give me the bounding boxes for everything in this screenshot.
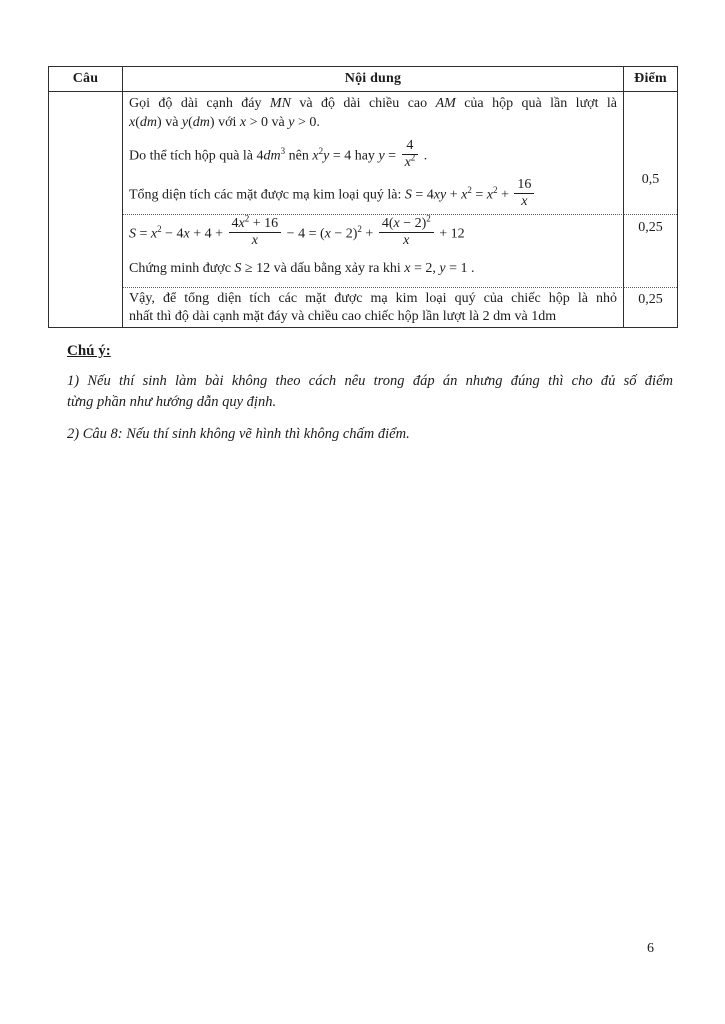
superscript: 2	[244, 214, 250, 224]
math-run: x	[404, 155, 411, 170]
notes-title: Chú ý:	[67, 343, 111, 359]
math-run: AM	[435, 96, 456, 111]
table-header-diem	[624, 67, 677, 92]
math-run: x	[238, 216, 245, 231]
content-line	[129, 113, 617, 132]
math-run: x	[461, 187, 468, 203]
math-run: dm	[263, 148, 281, 164]
table-cell-score-row3	[624, 287, 677, 327]
text-run: nên	[285, 148, 313, 164]
math-run: =	[384, 148, 400, 164]
content-line	[129, 259, 617, 278]
math-run: − 4 = (	[283, 226, 325, 242]
math-run: +	[497, 187, 513, 203]
text-run: và dấu bằng xảy ra khi	[270, 261, 405, 276]
math-run: x	[183, 226, 190, 242]
note-line: 2) Câu 8: Nếu thí sinh không vẽ hình thì không chấm điểm.	[67, 426, 410, 442]
table-cell-content-row3	[123, 287, 624, 327]
superscript: 2	[157, 224, 162, 235]
math-run: x	[312, 148, 319, 164]
math-run: x	[129, 115, 136, 130]
math-run: = 1	[445, 261, 468, 276]
math-run: x	[521, 194, 528, 209]
text-run: của hộp quà lần lượt là	[455, 96, 617, 111]
fraction	[379, 216, 434, 249]
fraction	[514, 177, 534, 210]
superscript: 2	[410, 152, 416, 163]
math-run: 4(	[381, 216, 394, 231]
notes-section	[67, 343, 673, 445]
math-run: = 2,	[410, 261, 440, 276]
math-run: x	[239, 115, 247, 130]
score-value: 0,25	[638, 220, 663, 235]
math-run: = 4	[329, 148, 352, 164]
superscript: 2	[357, 224, 362, 235]
math-run: − 2)	[399, 216, 427, 231]
math-run: y	[378, 148, 385, 164]
table-cell-content-row2	[123, 214, 624, 287]
superscript: 2	[426, 214, 431, 224]
score-value: 0,25	[638, 292, 663, 307]
text-run: Vậy, để tổng diện tích các mặt được mạ kim loại quý của chiếc hộp là nhỏ	[129, 291, 617, 306]
math-run: S	[234, 261, 242, 276]
note-line: 1) Nếu thí sinh làm bài không theo cách nêu trong đáp án nhưng đúng thì cho đủ số điểm	[67, 373, 673, 389]
fraction-numerator	[514, 177, 534, 194]
math-run: 4	[406, 138, 414, 153]
math-run: + 12	[435, 226, 465, 242]
math-run: x	[404, 261, 411, 276]
math-run: .	[467, 261, 475, 276]
score-value: 0,5	[641, 172, 660, 187]
math-run: = 4	[411, 187, 434, 203]
math-run: +	[361, 226, 377, 242]
text-run: hay	[351, 148, 379, 164]
math-run: dm	[192, 115, 210, 130]
math-run: 4	[256, 148, 264, 164]
text-run: và độ dài chiều cao	[290, 96, 436, 111]
math-run: y	[288, 115, 295, 130]
page-number: 6	[647, 941, 654, 956]
math-run: x	[150, 226, 158, 242]
math-run: + 16	[249, 216, 279, 231]
table-header-cau	[49, 67, 123, 92]
math-run: +	[446, 187, 462, 203]
content-line	[129, 214, 617, 251]
content-line	[129, 290, 617, 308]
text-run: nhất thì độ dài cạnh mặt đáy và chiều cao chiếc hộp lần lượt là 2 dm và 1dm	[129, 309, 557, 324]
math-run: )	[157, 115, 162, 130]
note-line: từng phần như hướng dẫn quy định.	[67, 394, 277, 410]
math-run: (	[188, 115, 193, 130]
math-run: > 0	[294, 115, 317, 130]
table-cell-score-row2	[624, 214, 677, 287]
math-run: .	[420, 148, 428, 164]
math-run: x	[324, 226, 331, 242]
math-run: dm	[139, 115, 158, 130]
note-item-2	[67, 424, 673, 445]
math-run: − 4	[161, 226, 184, 242]
math-run: S	[129, 226, 136, 242]
note-item-1	[67, 371, 673, 413]
text-run: Chứng minh được	[129, 261, 235, 276]
math-run: y	[323, 148, 330, 164]
math-run: .	[316, 115, 320, 130]
math-run: xy	[433, 187, 447, 203]
math-run: =	[136, 226, 151, 242]
table-header-diem-label: Điểm	[634, 71, 667, 86]
text-run: Do thể tích hộp quà là	[129, 148, 257, 164]
math-run: x	[486, 187, 493, 203]
text-run: và	[268, 115, 289, 130]
fraction-denominator	[229, 233, 282, 249]
table-header-noidung-label: Nội dung	[344, 71, 402, 86]
fraction-denominator	[379, 233, 434, 249]
fraction	[229, 216, 282, 249]
table-header-cau-label: Câu	[72, 71, 99, 86]
content-line	[129, 94, 617, 113]
math-run: x	[403, 233, 410, 248]
math-run: − 2)	[330, 226, 358, 242]
fraction-numerator	[229, 216, 282, 233]
content-line	[129, 308, 617, 326]
text-run: với	[214, 115, 240, 130]
table-cell-cau-merged	[49, 92, 123, 327]
superscript: 2	[318, 146, 324, 157]
math-run: )	[209, 115, 215, 130]
superscript: 3	[280, 146, 286, 157]
table-cell-content-row1	[123, 92, 624, 214]
math-run: S	[404, 187, 412, 203]
fraction	[402, 138, 419, 171]
math-run: y	[439, 261, 446, 276]
math-run: =	[471, 187, 487, 203]
table-cell-score-row1	[624, 92, 677, 214]
content-line	[129, 140, 617, 173]
math-run: 16	[517, 177, 532, 192]
answer-table	[48, 66, 678, 328]
math-run: MN	[269, 96, 291, 111]
fraction-denominator	[402, 152, 419, 171]
text-run: Gọi độ dài cạnh đáy	[129, 96, 270, 111]
math-run: y	[181, 115, 189, 130]
math-run: + 4 +	[189, 226, 227, 242]
math-run: x	[393, 216, 400, 231]
math-run: ≥ 12	[241, 261, 271, 276]
superscript: 2	[492, 185, 498, 196]
math-run: 4	[231, 216, 239, 231]
math-run: > 0	[246, 115, 269, 130]
table-header-noidung	[123, 67, 624, 92]
superscript: 2	[467, 185, 472, 196]
fraction-denominator	[514, 194, 534, 210]
fraction-numerator	[379, 216, 434, 233]
content-line	[129, 179, 617, 212]
math-run: (	[135, 115, 140, 130]
text-run: Tổng diện tích các mặt được mạ kim loại quý là:	[129, 187, 405, 203]
math-run: x	[251, 233, 258, 248]
text-run: và	[161, 115, 182, 130]
